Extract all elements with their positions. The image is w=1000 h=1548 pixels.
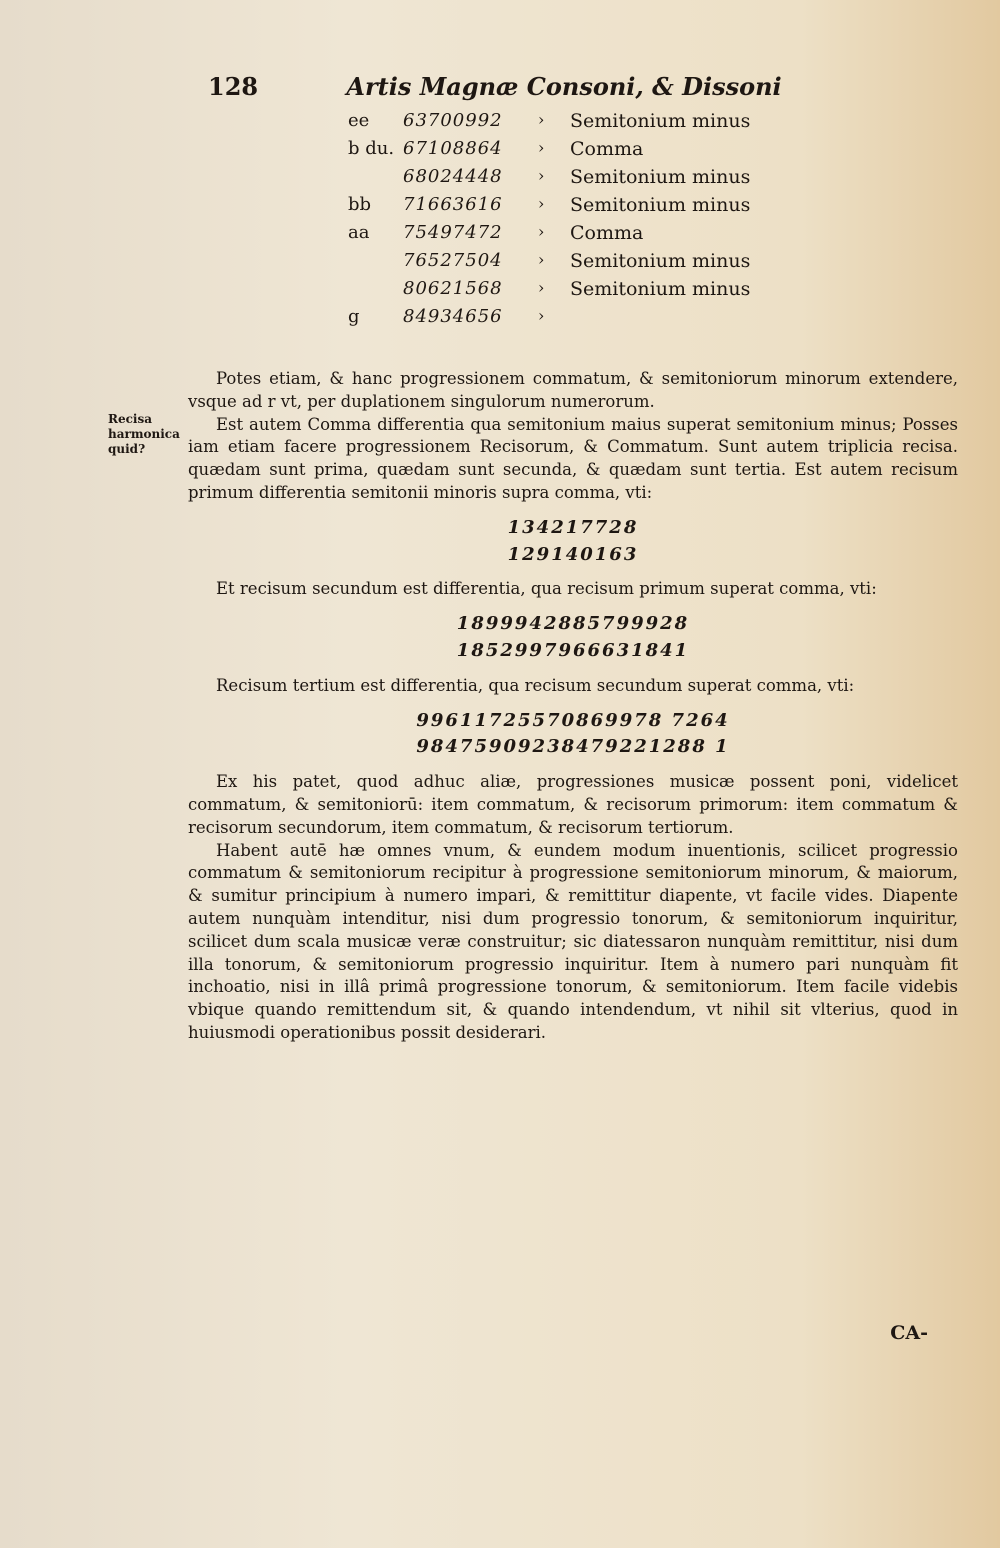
brace-icon: › [538, 138, 545, 157]
example-number: 1899942885799928 [456, 613, 690, 635]
ratio-number: 80621568 [403, 278, 503, 299]
brace-icon: › [538, 250, 545, 269]
folio-number: 128 [208, 72, 259, 101]
paragraph: Recisum tertium est differentia, qua recisum secundum superat comma, vti: [216, 675, 855, 695]
margin-note: Recisa harmonica quid? [108, 412, 180, 456]
brace-icon: › [538, 194, 545, 213]
paragraph: Est autem Comma differentia qua semitonium maius superat semitonium minus; Posses iam etiam facere progressionem Recisorum, & Commatum. Sunt autem triplicia recisa. quædam sunt prima, quædam sunt secunda, & quædam sunt tertia. Est autem recisum primum differentia semitonii minoris supra comma, vti: [188, 414, 958, 502]
table-row [348, 278, 818, 306]
paragraph: Et recisum secundum est differentia, qua recisum primum superat comma, vti: [216, 579, 877, 599]
example-number: 98475909238479221288 1 [416, 736, 730, 758]
ratio-number: 68024448 [403, 166, 503, 187]
catchword: CA- [890, 1322, 928, 1344]
note-label: bb [348, 194, 372, 215]
brace-icon: › [538, 278, 545, 297]
note-label: ee [348, 110, 370, 131]
interval-name: Semitonium minus [570, 110, 751, 132]
table-row [348, 222, 818, 250]
brace-icon: › [538, 110, 545, 129]
interval-name: Semitonium minus [570, 250, 751, 272]
ratio-number: 76527504 [403, 250, 503, 271]
table-row [348, 250, 818, 278]
example-number: 129140163 [507, 543, 639, 565]
ratio-number: 63700992 [403, 110, 503, 131]
running-title: Artis Magnæ Consoni, & Dissoni [346, 72, 782, 101]
body-text [188, 368, 958, 1045]
interval-name: Semitonium minus [570, 194, 751, 216]
note-label: g [348, 306, 360, 327]
paragraph: Habent autē hæ omnes vnum, & eundem modum inuentionis, scilicet progressio commatum & semitoniorum recipitur à progressione semitoniorum minorum, & maiorum, & sumitur principium à numero impari, & remittitur diapente, vt facile vides. Diapente autem nunquàm intenditur, nisi dum progressio tonorum, & semitoniorum inquiritur, scilicet dum scala musicæ veræ construitur; sic diatessaron nunquàm remittitur, nisi dum illa tonorum, & semitoniorum progressio inquiritur. Item à numero pari nunquàm fit inchoatio, nisi in illâ primâ progressione tonorum, & semitoniorum. Item facile videbis vbique quando remittendum sit, & quando intendendum, vt nihil sit vlterius, quod in huiusmodi operationibus possit desiderari. [188, 840, 958, 1042]
interval-name: Comma [570, 138, 644, 160]
example-number: 134217728 [507, 516, 639, 538]
interval-name: Semitonium minus [570, 278, 751, 300]
table-row [348, 306, 818, 334]
example-recisum-primum [188, 517, 958, 567]
interval-name: Comma [570, 222, 644, 244]
brace-icon: › [538, 306, 545, 325]
interval-table [348, 110, 818, 334]
example-recisum-tertium [188, 710, 958, 760]
interval-name: Semitonium minus [570, 166, 751, 188]
ratio-number: 75497472 [403, 222, 503, 243]
example-number: 99611725570869978 7264 [416, 709, 730, 731]
table-row [348, 166, 818, 194]
ratio-number: 67108864 [403, 138, 503, 159]
table-row [348, 194, 818, 222]
ratio-number: 71663616 [403, 194, 503, 215]
example-recisum-secundum [188, 613, 958, 663]
note-label: aa [348, 222, 370, 243]
paragraph: Potes etiam, & hanc progressionem commatum, & semitoniorum minorum extendere, vsque ad r vt, per duplationem singulorum numerorum. [188, 369, 958, 411]
table-row [348, 110, 818, 138]
brace-icon: › [538, 222, 545, 241]
page-header [208, 72, 782, 101]
ratio-number: 84934656 [403, 306, 503, 327]
table-row [348, 138, 818, 166]
example-number: 1852997966631841 [456, 639, 690, 661]
paragraph: Ex his patet, quod adhuc aliæ, progressiones musicæ possent poni, videlicet commatum, & semitoniorū: item commatum, & recisorum primorum: item commatum & recisorum secundorum, item commatum, & recisorum tertiorum. [188, 772, 958, 837]
brace-icon: › [538, 166, 545, 185]
note-label: b du. [348, 138, 395, 159]
